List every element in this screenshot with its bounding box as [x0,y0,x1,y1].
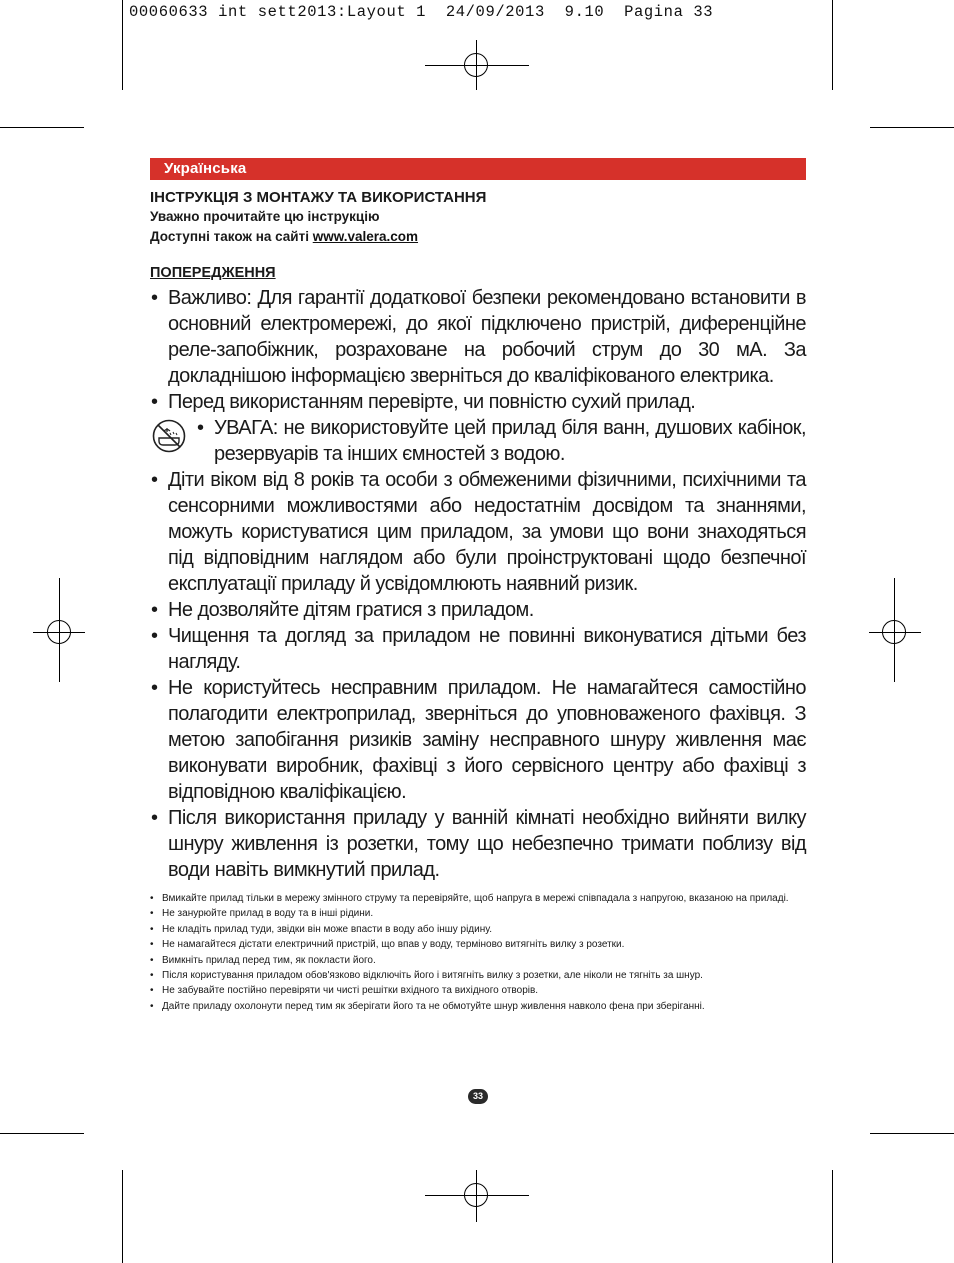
crop-mark [122,0,123,90]
bullet: • [151,599,158,621]
registration-mark [47,620,71,644]
crop-mark [870,127,954,128]
registration-mark [464,53,488,77]
warning-item: • Не дозволяйте дітям гратися з приладом. [151,599,534,621]
crop-mark [832,0,833,90]
bullet: • [151,807,158,829]
note-item: • Дайте приладу охолонути перед тим як зберігати його та не обмотуйте шнур живлення навколо фена при зберіганні. [150,1000,705,1012]
no-water-bath-icon [152,419,186,453]
bullet: • [151,677,158,699]
warning-heading: ПОПЕРЕДЖЕННЯ [150,265,276,281]
language-bar: Українська [150,158,806,180]
page-content [150,158,806,1014]
bullet: • [151,287,158,309]
bullet: • [151,391,158,413]
note-item: • Не занурюйте прилад в воду та в інші рідини. [150,908,374,920]
registration-mark [464,1183,488,1207]
notes-list [150,891,806,1014]
warning-item: • УВАГА: не використовуйте цей прилад біля ванн, душових кабінок, резервуарів та інших ємностей з водою. [150,415,806,467]
crop-mark [0,127,84,128]
warning-item: • Не користуйтесь несправним приладом. Не намагайтеся самостійно полагодити електроприлад, зверніться до уповноваженого фахівця. З метою запобігання ризиків заміну несправного шнуру живлення має виконувати виробник, фахівці з його сервісного центру або фахівці з відповідною кваліфікацією. [151,677,806,803]
bullet: • [151,469,158,491]
note-item: • Вмикайте прилад тільки в мережу змінного струму та перевіряйте, щоб напруга в мережі співпадала з напругою, вказаною на приладі. [150,893,789,904]
crop-mark [832,1170,833,1263]
warning-item: • Важливо: Для гарантії додаткової безпеки рекомендовано встановити в основний електромережі, до якої підключено пристрій, диференційне реле-запобіжник, розраховане на робочий струм до 30 мА. За докладнішою інформацією зверніться до кваліфікованого електрика. [151,287,806,387]
print-slug: 00060633 int sett2013:Layout 1 24/09/2013 9.10 Pagina 33 [129,3,714,21]
note-item: • Вимкніть прилад перед тим, як покласти його. [150,954,376,966]
note-item: • Після користування приладом обов'язково відключіть його і витягніть вилку з розетки, але ніколи не тягніть за шнур. [150,970,703,982]
warning-item: • Чищення та догляд за приладом не повинні виконуватися дітьми без нагляду. [151,625,806,673]
warning-item: • Після використання приладу у ванній кімнаті необхідно вийняти вилку шнуру живлення із розетки, тому що небезпечно тримати поблизу від води навіть вимкнутий прилад. [151,807,806,881]
warning-item: • Діти віком від 8 років та особи з обмеженими фізичними, психічними та сенсорними можливостями або недостатнім досвідом та знаннями, можуть користуватися цим приладом, за умови що вони знаходяться під відповідним наглядом або були проінструктовані щодо безпечної експлуатації приладу й усвідомлюють наявний ризик. [151,469,806,595]
warning-item: • Перед використанням перевірте, чи повністю сухий прилад. [151,391,696,413]
crop-mark [870,1133,954,1134]
warnings-list [150,285,806,883]
read-note: Уважно прочитайте цю інструкцію [150,209,380,224]
website-line [150,229,806,244]
bullet: • [197,417,204,439]
website-link[interactable]: www.valera.com [312,229,419,244]
page-number: 33 [468,1089,488,1104]
note-item: • Не кладіть прилад туди, звідки він може впасти в воду або іншу рідину. [150,923,493,935]
bullet: • [151,625,158,647]
crop-mark [0,1133,84,1134]
note-item: • Не забувайте постійно перевіряти чи чисті решітки вхідного та вихідного отворів. [150,985,539,997]
instructions-title: ІНСТРУКЦІЯ З МОНТАЖУ ТА ВИКОРИСТАННЯ [150,189,487,206]
website-prefix: Доступні також на сайті [150,229,313,244]
note-item: • Не намагайтеся дістати електричний пристрій, що впав у воду, терміново витягніть вилку з розетки. [150,939,625,951]
crop-mark [122,1170,123,1263]
registration-mark [882,620,906,644]
